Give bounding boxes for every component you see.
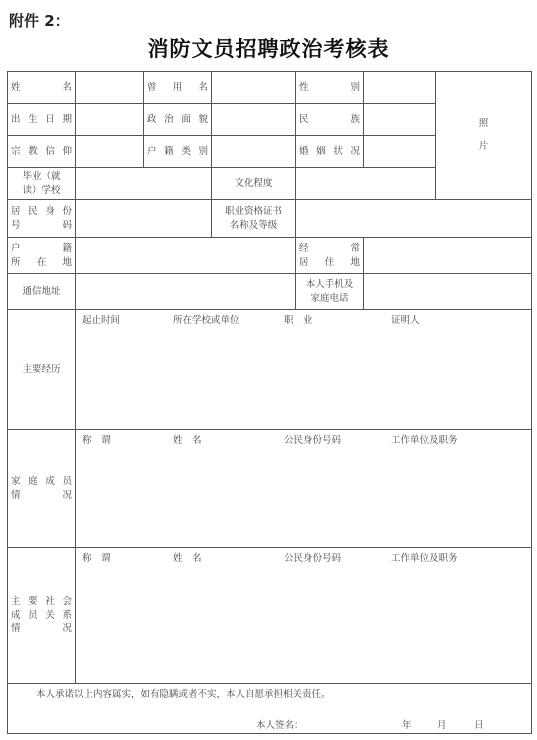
label-address: 通信地址 [8, 274, 76, 310]
label-education: 文化程度 [212, 168, 296, 200]
field-name[interactable] [76, 72, 144, 104]
field-gender[interactable] [364, 72, 436, 104]
social-col-relation: 称 谓 [82, 553, 111, 564]
signature-label[interactable]: 本人签名： [256, 720, 304, 731]
label-marital-status: 婚姻状况 [296, 136, 364, 168]
label-family-line1: 家庭成员 [11, 475, 72, 487]
label-id-number [8, 200, 76, 238]
label-cert-line1: 职业资格证书 [224, 205, 282, 217]
row-family [8, 430, 532, 548]
label-phone-line1: 本人手机及 [305, 278, 354, 290]
label-social [8, 548, 76, 684]
field-household-type[interactable] [212, 136, 296, 168]
field-marital-status[interactable] [364, 136, 436, 168]
social-area[interactable] [76, 548, 532, 684]
row-hukou [8, 238, 532, 274]
label-residence-line2: 居 住 地 [299, 256, 360, 268]
label-residence-line1: 经 常 [299, 242, 360, 254]
label-hukou-line1: 户 籍 [11, 242, 72, 254]
field-residence[interactable] [364, 238, 532, 274]
col-school: 所在学校或单位 [173, 315, 240, 326]
field-id-number[interactable] [76, 200, 212, 238]
family-col-work: 工作单位及职务 [391, 435, 458, 446]
label-hukou-line2: 所 在 地 [11, 256, 72, 268]
field-religion[interactable] [76, 136, 144, 168]
pledge-statement: 本人承诺以上内容属实，如有隐瞒或者不实，本人自愿承担相关责任。 [36, 689, 331, 700]
label-certificate [212, 200, 296, 238]
photo-box[interactable] [436, 72, 532, 200]
date-day[interactable]: 日 [474, 720, 484, 731]
row-address [8, 274, 532, 310]
label-id-line2: 号 码 [11, 219, 72, 231]
field-school[interactable] [76, 168, 212, 200]
photo-label-2: 片 [478, 140, 489, 152]
label-former-name: 曾 用 名 [144, 72, 212, 104]
label-religion: 宗教信仰 [8, 136, 76, 168]
social-col-work: 工作单位及职务 [391, 553, 458, 564]
political-review-form [7, 71, 532, 734]
field-certificate[interactable] [296, 200, 532, 238]
label-birth-date: 出生日期 [8, 104, 76, 136]
family-col-relation: 称 谓 [82, 435, 111, 446]
field-political-status[interactable] [212, 104, 296, 136]
label-phone-line2: 家庭电话 [310, 292, 349, 304]
label-id-line1: 居民身份 [11, 205, 72, 217]
field-address[interactable] [76, 274, 296, 310]
label-experience: 主要经历 [8, 310, 76, 430]
col-job: 职 业 [284, 315, 313, 326]
field-ethnicity[interactable] [364, 104, 436, 136]
label-school-line1: 毕业（就 [22, 170, 61, 182]
label-social-line3: 情 况 [11, 623, 72, 635]
row-id [8, 200, 532, 238]
label-family [8, 430, 76, 548]
label-ethnicity: 民 族 [296, 104, 364, 136]
pledge-area [8, 684, 532, 734]
field-birth-date[interactable] [76, 104, 144, 136]
label-hukou [8, 238, 76, 274]
photo-label-1: 照 [478, 117, 489, 129]
label-social-line2: 成员关系 [11, 609, 72, 621]
form-title: 消防文员招聘政治考核表 [147, 36, 390, 61]
label-political-status: 政治面貌 [144, 104, 212, 136]
family-area[interactable] [76, 430, 532, 548]
social-col-id: 公民身份号码 [284, 553, 342, 564]
label-school [8, 168, 76, 200]
field-former-name[interactable] [212, 72, 296, 104]
social-col-name: 姓 名 [173, 553, 202, 564]
label-family-line2: 情 况 [11, 489, 72, 501]
label-school-line2: 读）学校 [22, 184, 61, 196]
field-hukou[interactable] [76, 238, 296, 274]
row-pledge [8, 684, 532, 734]
label-household-type: 户籍类别 [144, 136, 212, 168]
col-period: 起止时间 [82, 315, 121, 326]
label-gender: 性 别 [296, 72, 364, 104]
date-month[interactable]: 月 [437, 720, 447, 731]
attachment-label: 附件 2： [9, 12, 70, 30]
field-education[interactable] [296, 168, 436, 200]
date-year[interactable]: 年 [402, 720, 412, 731]
col-witness: 证明人 [391, 315, 420, 326]
row-name [8, 72, 532, 104]
row-social [8, 548, 532, 684]
label-cert-line2: 名称及等级 [229, 219, 278, 231]
label-social-line1: 主要社会 [11, 595, 72, 607]
row-experience [8, 310, 532, 430]
family-col-id: 公民身份号码 [284, 435, 342, 446]
family-col-name: 姓 名 [173, 435, 202, 446]
label-residence [296, 238, 364, 274]
experience-area[interactable] [76, 310, 532, 430]
label-phone [296, 274, 364, 310]
field-phone[interactable] [364, 274, 532, 310]
label-name: 姓 名 [8, 72, 76, 104]
